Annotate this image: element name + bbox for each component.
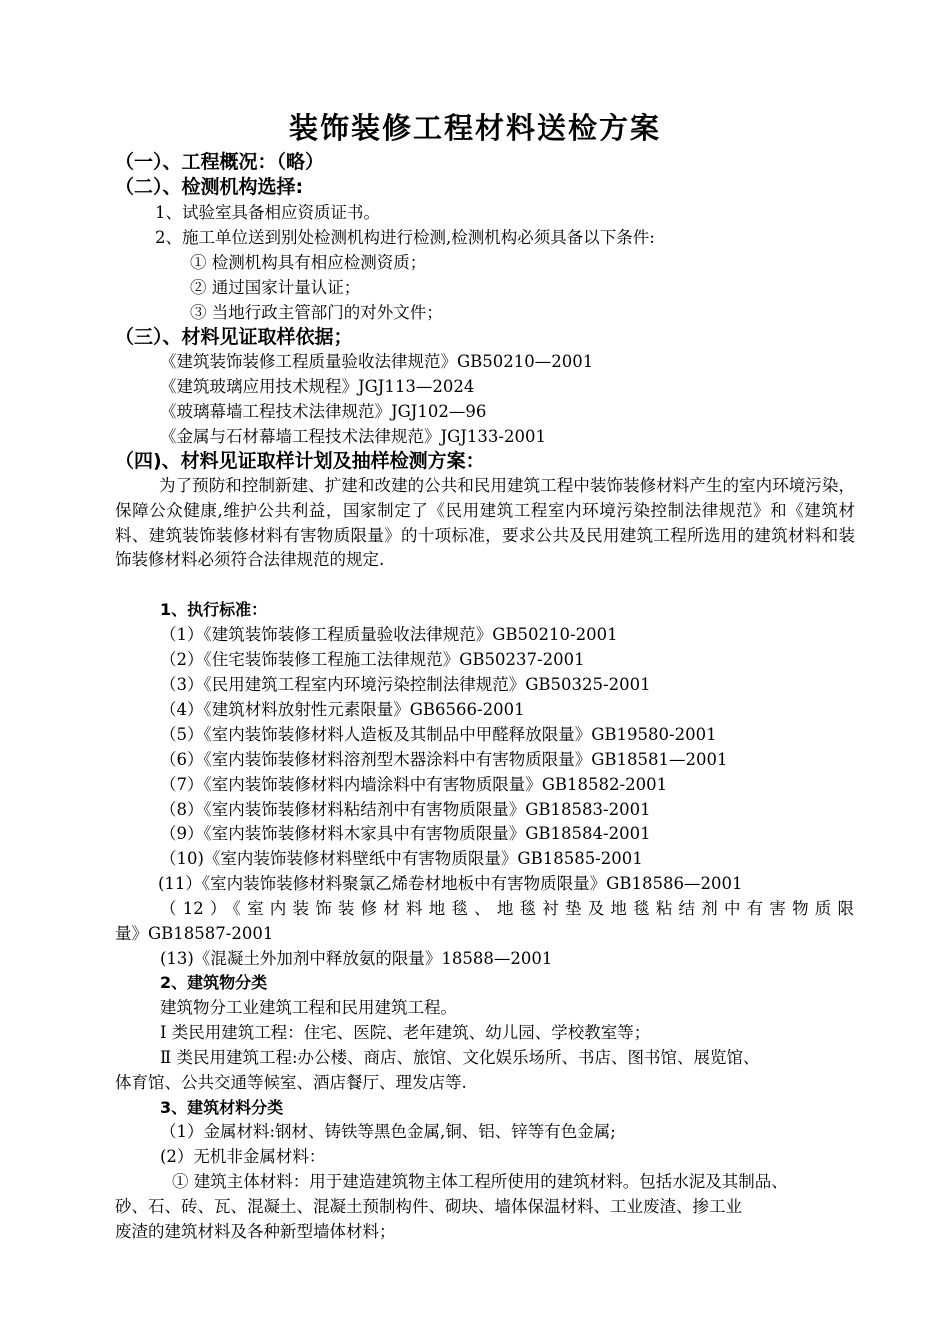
sec3-item: 《金属与石材幕墙工程技术法律规范》JGJ133-2001 xyxy=(160,427,546,446)
sec3-item: 《玻璃幕墙工程技术法律规范》JGJ102—96 xyxy=(160,402,487,421)
material-item-2: (2）无机非金属材料： xyxy=(160,1147,326,1166)
section-2-heading: （二）、检测机构选择: xyxy=(115,176,304,198)
subheading-standards: 1、执行标准： xyxy=(160,600,268,619)
sec2-subitem: ③ 当地行政主管部门的对外文件； xyxy=(190,303,443,322)
material-item-1: （1）金属材料:钢材、铸铁等黑色金属,铜、铝、锌等有色金属; xyxy=(160,1122,616,1141)
standard-item: （6）《室内装饰装修材料溶剂型木器涂料中有害物质限量》GB18581—2001 xyxy=(160,750,728,769)
building-class-2-cont: 体育馆、公共交通等候室、酒店餐厅、理发店等. xyxy=(115,1073,467,1092)
material-item-2a: ① 建筑主体材料：用于建造建筑物主体工程所使用的建筑材料。包括水泥及其制品、 xyxy=(172,1172,788,1191)
standard-item: （4）《建筑材料放射性元素限量》GB6566-2001 xyxy=(160,700,525,719)
subheading-building-class: 2、建筑物分类 xyxy=(160,973,268,992)
sec3-item: 《建筑装饰装修工程质量验收法律规范》GB50210—2001 xyxy=(160,352,594,371)
section-3-heading: （三）、材料见证取样依据； xyxy=(115,326,353,348)
building-class-1: Ⅰ 类民用建筑工程：住宅、医院、老年建筑、幼儿园、学校教室等； xyxy=(160,1023,651,1042)
sec2-subitem: ② 通过国家计量认证； xyxy=(190,278,361,297)
standard-item: （1）《建筑装饰装修工程质量验收法律规范》GB50210-2001 xyxy=(160,625,618,644)
building-intro: 建筑物分工业建筑工程和民用建筑工程。 xyxy=(160,998,457,1017)
standard-item: （2）《住宅装饰装修工程施工法律规范》GB50237-2001 xyxy=(160,650,585,669)
standard-item-12: （12）《室内装饰装修材料地毯、地毯衬垫及地毯粘结剂中有害物质限 xyxy=(160,899,854,918)
standard-item: （3）《民用建筑工程室内环境污染控制法律规范》GB50325-2001 xyxy=(160,675,651,694)
standard-item: （8）《室内装饰装修材料粘结剂中有害物质限量》GB18583-2001 xyxy=(160,800,651,819)
standard-item: （9）《室内装饰装修材料木家具中有害物质限量》GB18584-2001 xyxy=(160,824,651,843)
material-item-2a-cont: 废渣的建筑材料及各种新型墙体材料； xyxy=(115,1222,396,1241)
subheading-material-class: 3、建筑材料分类 xyxy=(160,1098,284,1117)
standard-item: (11）《室内装饰装修材料聚氯乙烯卷材地板中有害物质限量》GB18586—2001 xyxy=(158,874,743,893)
material-item-2a-cont: 砂、石、砖、瓦、混凝土、混凝土预制构件、砌块、墙体保温材料、工业废渣、掺工业 xyxy=(115,1197,742,1216)
sec2-subitem: ① 检测机构具有相应检测资质； xyxy=(190,253,427,272)
standard-item: （10)《室内装饰装修材料壁纸中有害物质限量》GB18585-2001 xyxy=(160,849,643,868)
section-1-heading: （一）、工程概况：（略） xyxy=(115,151,325,173)
intro-paragraph-text: 为了预防和控制新建、扩建和改建的公共和民用建筑工程中装饰装修材料产生的室内环境污染，保障公众健康,维护公共利益，国家制定了《民用建筑工程室内环境污染控制法律规范》和《建筑材料、建筑装饰装修材料有害物质限量》的十项标准，要求公共及民用建筑工程所选用的建筑材料和装饰装修材料必须符合法律规范的规定. xyxy=(115,476,855,570)
intro-paragraph xyxy=(115,474,855,573)
sec3-item: 《建筑玻璃应用技术规程》JGJ113—2024 xyxy=(160,377,475,396)
standard-item: （7）《室内装饰装修材料内墙涂料中有害物质限量》GB18582-2001 xyxy=(160,775,668,794)
section-4-heading: （四)、材料见证取样计划及抽样检测方案： xyxy=(115,450,485,472)
standard-item-12-cont: 量》GB18587-2001 xyxy=(115,924,274,943)
building-class-2: Ⅱ 类民用建筑工程:办公楼、商店、旅馆、文化娱乐场所、书店、图书馆、展览馆、 xyxy=(160,1048,760,1067)
sec2-item: 1、试验室具备相应资质证书。 xyxy=(155,203,380,222)
sec2-item: 2、施工单位送到别处检测机构进行检测,检测机构必须具备以下条件: xyxy=(155,228,655,247)
standard-item-13: (13)《混凝土外加剂中释放氨的限量》18588—2001 xyxy=(160,949,553,968)
document-title: 装饰装修工程材料送检方案 xyxy=(288,111,661,145)
standard-item: （5）《室内装饰装修材料人造板及其制品中甲醛释放限量》GB19580-2001 xyxy=(160,725,717,744)
